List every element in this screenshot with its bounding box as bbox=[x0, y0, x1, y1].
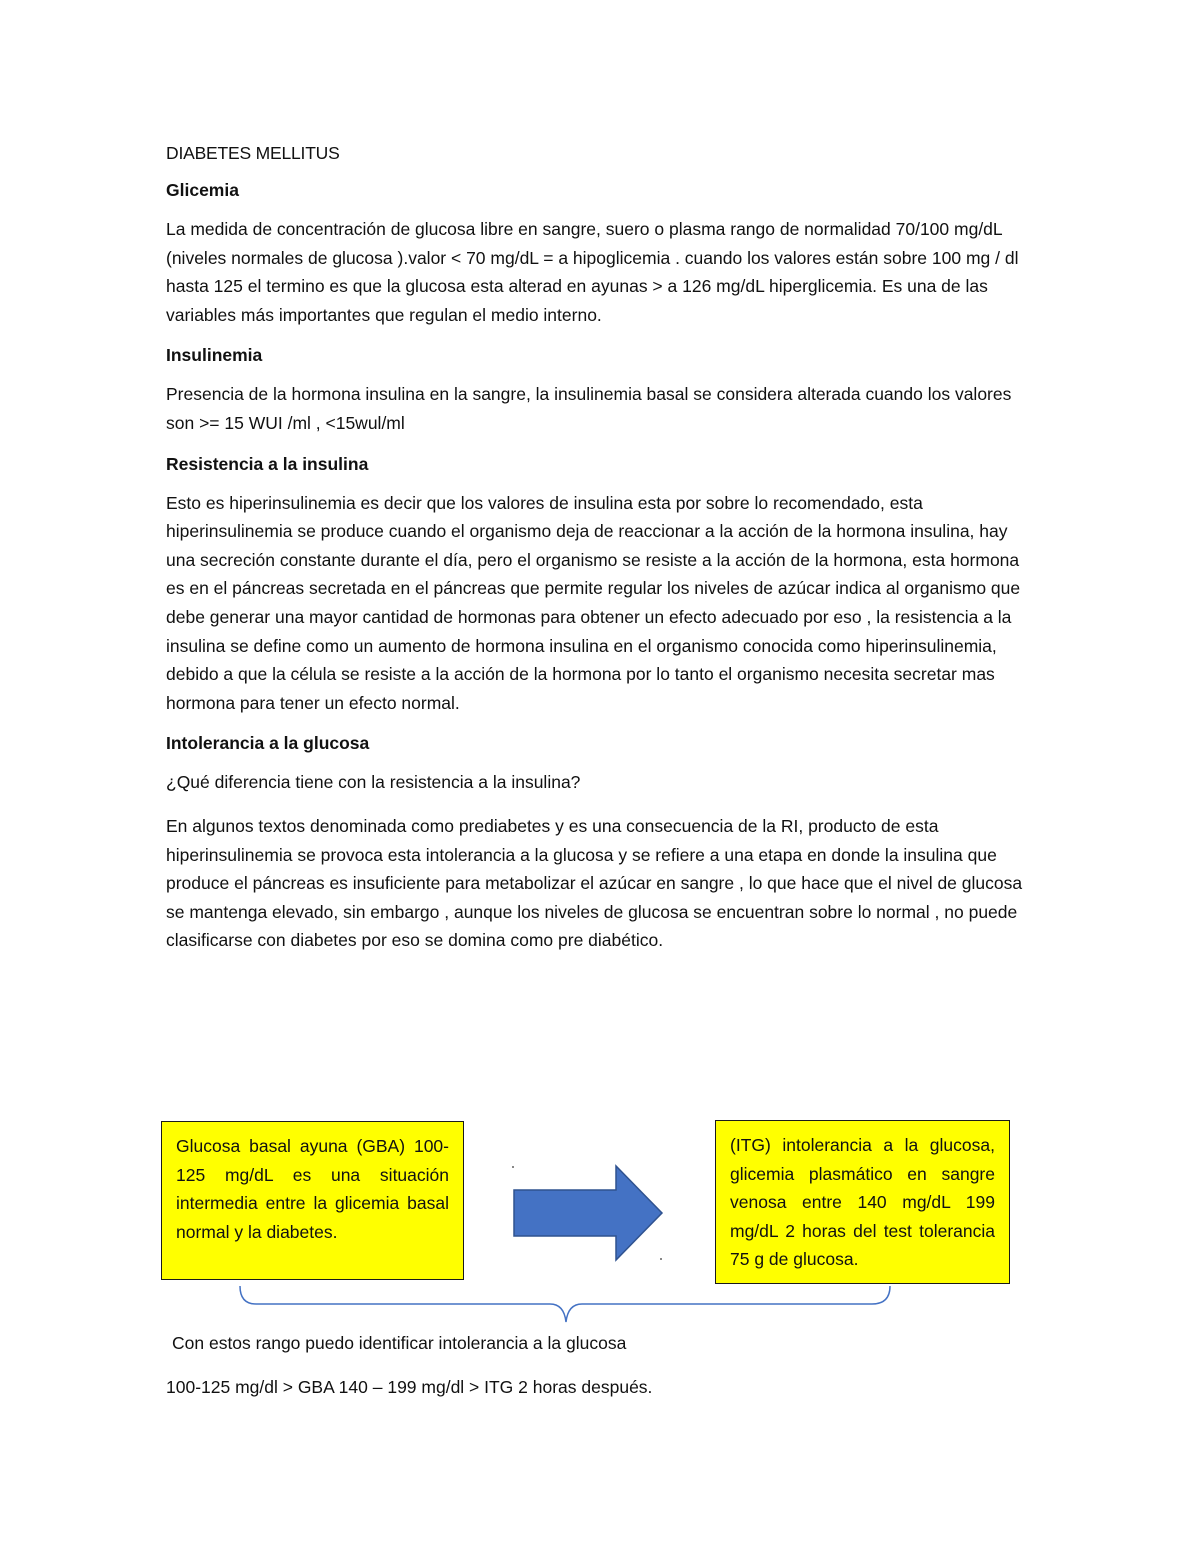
paragraph-resistencia: Esto es hiperinsulinemia es decir que los valores de insulina esta por sobre lo recomendado, esta hiperinsulinemia se produce cuando el organismo deja de reaccionar a la acción de la hormona insulina, hay una secreción constante durante el día, pero el organismo se resiste a la acción de la hormona, esta hormona es en el páncreas secretada en el páncreas que permite regular los niveles de azúcar indica al organismo que debe generar una mayor cantidad de hormonas para obtener un efecto adecuado por eso , la resistencia a la insulina se define como un aumento de hormona insulina en el organismo conocida como hiperinsulinemia, debido a que la célula se resiste a la acción de la hormona por lo tanto el organismo necesita secretar mas hormona para tener un efecto normal. bbox=[166, 492, 1021, 713]
diagram-caption: Con estos rango puedo identificar intolerancia a la glucosa bbox=[172, 1333, 627, 1353]
heading-intolerancia: Intolerancia a la glucosa bbox=[166, 733, 370, 754]
heading-resistencia: Resistencia a la insulina bbox=[166, 453, 369, 474]
itg-box: (ITG) intolerancia a la glucosa, glicemia plasmático en sangre venosa entre 140 mg/dL 199 mg/dL 2 horas del test tolerancia 75 g de glucosa. bbox=[715, 1120, 1010, 1284]
document-title: DIABETES MELLITUS bbox=[166, 143, 340, 163]
range-summary: 100-125 mg/dl > GBA 140 – 199 mg/dl > ITG 2 horas después. bbox=[166, 1377, 653, 1397]
curly-brace-icon bbox=[236, 1284, 894, 1324]
paragraph-intolerancia: En algunos textos denominada como prediabetes y es una consecuencia de la RI, producto de esta hiperinsulinemia se provoca esta intolerancia a la glucosa y se refiere a una etapa en donde la insulina que produce el páncreas es insuficiente para metabolizar el azúcar en sangre , lo que hace que el nivel de glucosa se mantenga elevado, sin embargo , aunque los niveles de glucosa se encuentran sobre lo normal , no puede clasificarse con diabetes por eso se domina como pre diabético. bbox=[166, 815, 1023, 951]
question-intolerancia: ¿Qué diferencia tiene con la resistencia a la insulina? bbox=[166, 772, 581, 793]
right-arrow-icon bbox=[512, 1164, 664, 1262]
paragraph-glicemia: La medida de concentración de glucosa libre en sangre, suero o plasma rango de normalidad 70/100 mg/dL (niveles normales de glucosa ).valor < 70 mg/dL = a hipoglicemia . cuando los valores están sobre 100 mg / dl hasta 125 el termino es que la glucosa esta alterad en ayunas > a 126 mg/dL hiperglicemia. Es una de las variables más importantes que regulan el medio interno. bbox=[166, 219, 1019, 325]
decorative-dot bbox=[660, 1258, 662, 1260]
paragraph-insulinemia: Presencia de la hormona insulina en la sangre, la insulinemia basal se considera alterada cuando los valores son >= 15 WUI /ml , <15wul/ml bbox=[166, 384, 1012, 433]
decorative-dot bbox=[512, 1166, 514, 1168]
heading-glicemia: Glicemia bbox=[166, 180, 239, 200]
document-body bbox=[166, 142, 1036, 970]
heading-insulinemia: Insulinemia bbox=[166, 345, 263, 366]
gba-box: Glucosa basal ayuna (GBA) 100-125 mg/dL es una situación intermedia entre la glicemia basal normal y la diabetes. bbox=[161, 1121, 464, 1280]
